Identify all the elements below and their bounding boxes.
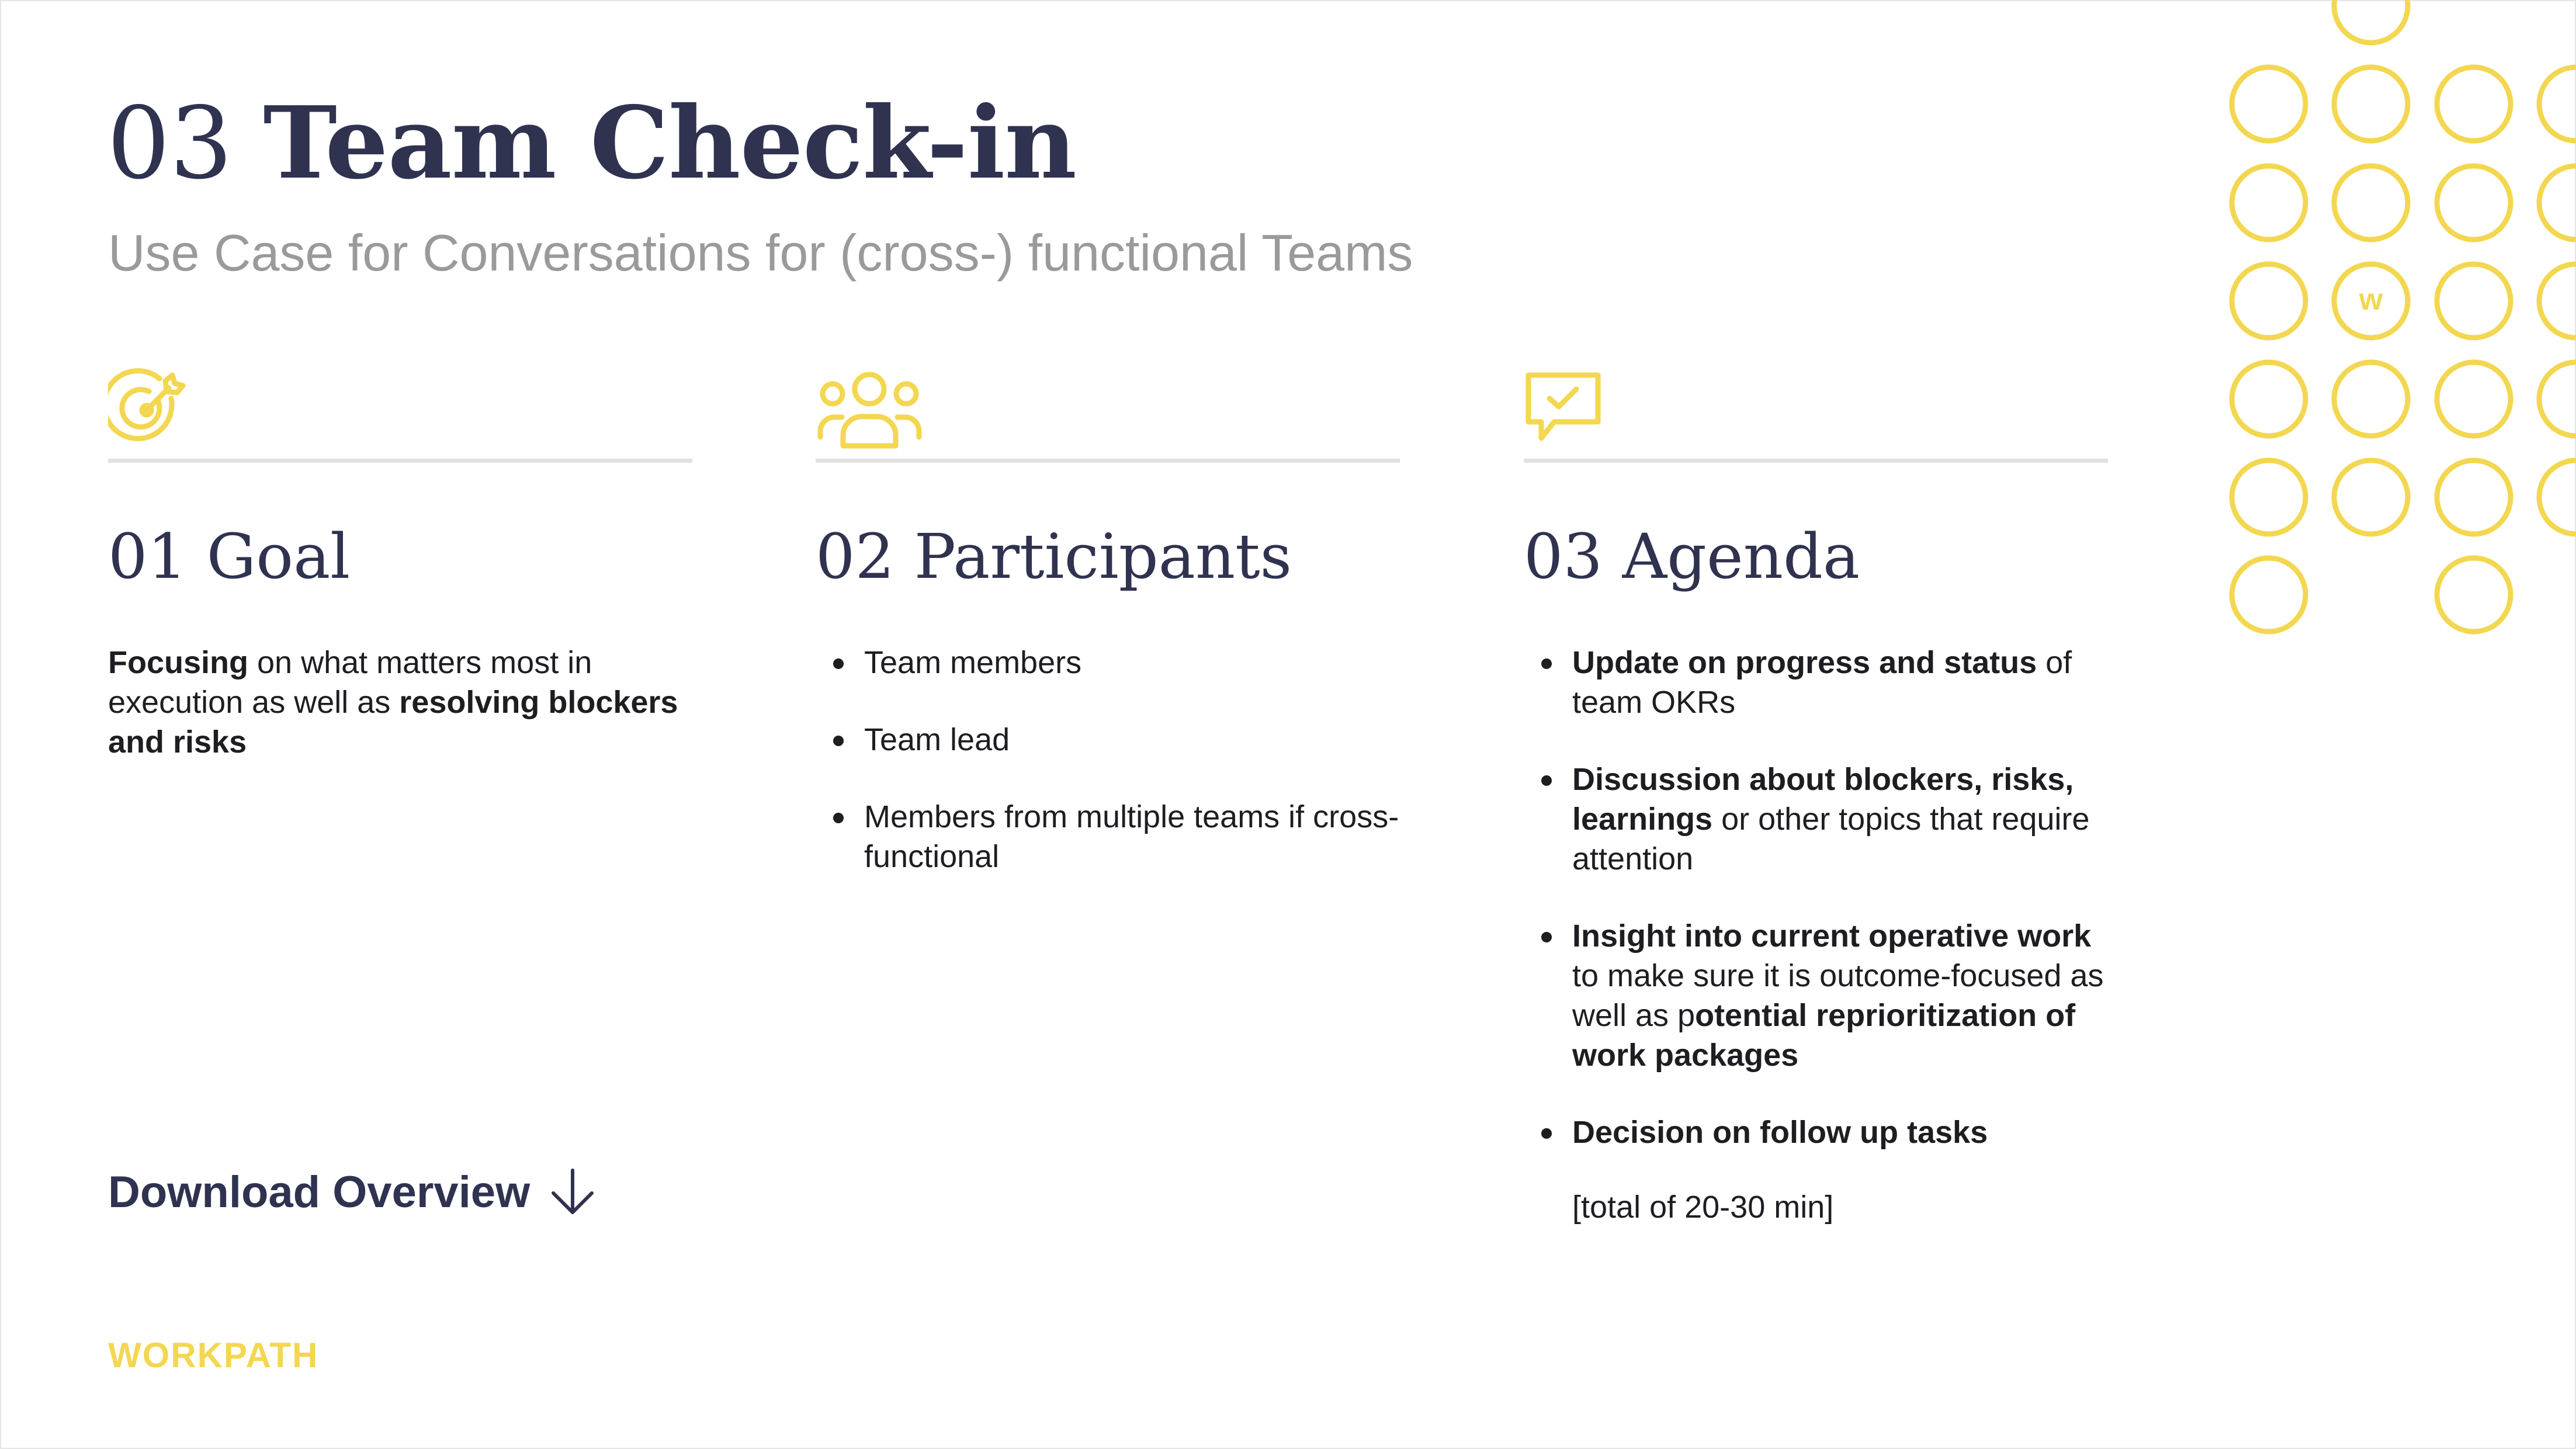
agenda-list-wrap — [1524, 643, 2108, 1227]
list-item — [1524, 1112, 2108, 1152]
agenda-item-bold-2: otential reprioritization of work packages — [1572, 998, 2076, 1073]
goal-heading: 01 Goal — [108, 521, 351, 592]
participants-divider — [816, 459, 1400, 463]
participants-list — [816, 643, 1400, 876]
list-item: Team members — [816, 643, 1400, 682]
chat-check-icon — [1524, 368, 1603, 450]
download-label: Download Overview — [108, 1167, 531, 1217]
agenda-duration-note: [total of 20-30 min] — [1572, 1190, 1834, 1225]
group-icon — [816, 368, 924, 450]
section-number: 03 — [107, 86, 233, 202]
agenda-heading: 03 Agenda — [1524, 521, 1860, 592]
goal-text-bold: Focusing — [108, 645, 248, 680]
agenda-item-bold: Discussion about blockers, risks, learnings — [1572, 762, 2074, 837]
target-icon — [108, 368, 190, 450]
agenda-item-text: of team OKRs — [1572, 645, 2072, 720]
participants-list-wrap — [816, 643, 1400, 914]
page-title — [107, 85, 1076, 202]
goal-text-regular: on what matters most in execution as well as — [108, 645, 592, 720]
agenda-item-text: to make sure it is outcome-focused as well as p — [1572, 958, 2104, 1033]
agenda-list — [1524, 643, 2108, 1152]
goal-text-bold-2: resolving blockers and risks — [108, 685, 678, 760]
agenda-item-text: or other topics that require attention — [1572, 802, 2090, 876]
arrow-down-icon — [546, 1166, 599, 1218]
list-item: Members from multiple teams if cross-functional — [816, 797, 1400, 876]
agenda-item-bold: Insight into current operative work — [1572, 918, 2092, 954]
list-item: Team lead — [816, 720, 1400, 760]
list-item — [1524, 643, 2108, 722]
list-item — [1524, 760, 2108, 879]
goal-divider — [108, 459, 692, 463]
download-overview-link[interactable] — [108, 1166, 599, 1218]
title-text: Team Check-in — [263, 85, 1076, 202]
goal-text — [108, 643, 692, 762]
agenda-divider — [1524, 459, 2108, 463]
page-subtitle: Use Case for Conversations for (cross-) functional Teams — [108, 224, 1413, 282]
badge-letter: w — [2359, 283, 2383, 317]
agenda-item-bold: Decision on follow up tasks — [1572, 1115, 1988, 1150]
workpath-logo: WORKPATH — [108, 1336, 319, 1375]
agenda-item-bold: Update on progress and status — [1572, 645, 2037, 680]
list-item — [1524, 916, 2108, 1075]
decorative-circle-pattern — [2214, 0, 2576, 649]
participants-heading: 02 Participants — [816, 521, 1292, 592]
